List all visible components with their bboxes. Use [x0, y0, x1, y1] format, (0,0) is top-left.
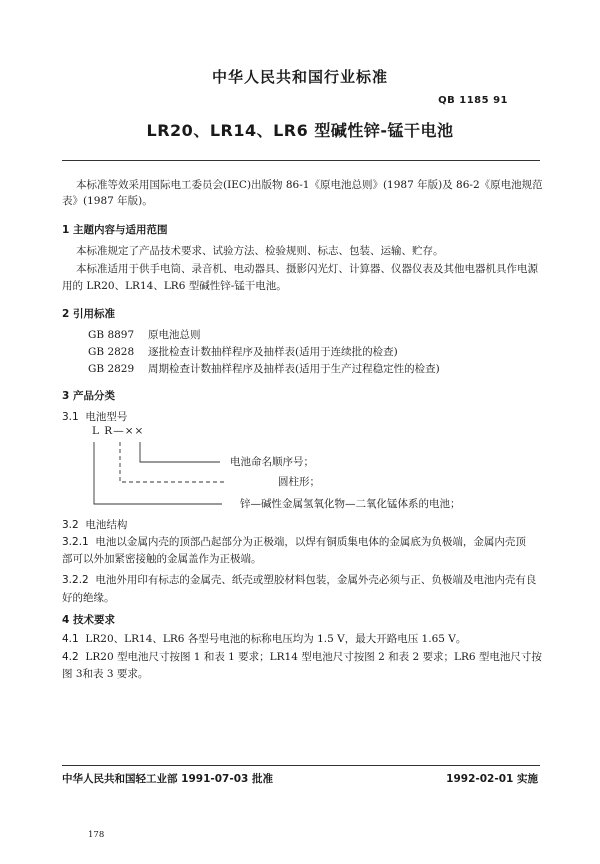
section-number: 3.2.2 [62, 574, 89, 586]
header-rule [62, 160, 540, 161]
section-1-para-1: 本标准规定了产品技术要求、试验方法、检验规则、标志、包装、运输、贮存。 [76, 245, 444, 257]
approval-line: 中华人民共和国轻工业部 1991-07-03 批准 [62, 773, 273, 785]
model-label-shape: 圆柱形； [278, 476, 320, 488]
section-3-heading: 3 产品分类 [62, 390, 115, 402]
footer-rule [62, 765, 540, 766]
model-code: L R—×× [92, 425, 145, 437]
section-1-para-2b: 用的 LR20、LR14、LR6 型碱性锌-锰干电池。 [62, 280, 287, 292]
section-3-2-2-line-1 [62, 573, 536, 587]
ref-code: GB 8897 [88, 329, 135, 341]
section-4-heading: 4 技术要求 [62, 614, 115, 626]
section-title: 电池结构 [85, 519, 128, 531]
standard-number: QB 1185 91 [438, 95, 508, 106]
document-title: LR20、LR14、LR6 型碱性锌-锰干电池 [146, 121, 454, 140]
section-3-1 [62, 410, 127, 424]
section-number: 4.1 [62, 633, 79, 645]
section-3-2 [62, 518, 127, 532]
seq-connector [140, 442, 220, 462]
model-label-system: 锌—碱性金属氢氧化物—二氧化锰体系的电池； [240, 498, 461, 510]
section-4-1 [62, 632, 466, 646]
section-number: 3.2 [62, 519, 79, 531]
section-number: 4.2 [62, 651, 79, 663]
section-4-2-line-1 [62, 650, 542, 664]
model-label-sequence: 电池命名顺序号； [230, 456, 314, 468]
ref-row [88, 328, 201, 342]
section-4-2-line-2: 图 3和表 3 要求。 [62, 668, 149, 680]
section-1-para-2a: 本标准适用于供手电筒、录音机、电动器具、摄影闪光灯、计算器、仪器仪表及其他电器机具作电源 [76, 263, 538, 275]
page-number: 178 [88, 830, 105, 840]
paragraph-text: LR20 型电池尺寸按图 1 和表 1 要求；LR14 型电池尺寸按图 2 和表 2 要求；LR6 型电池尺寸按 [85, 651, 542, 663]
section-title: 电池型号 [85, 411, 128, 423]
section-number: 3.2.1 [62, 536, 89, 548]
intro-line-2: 表》(1987 年版)。 [62, 195, 153, 207]
effective-date: 1992-02-01 实施 [446, 773, 538, 785]
ref-title: 周期检查计数抽样程序及抽样表(适用于生产过程稳定性的检查) [148, 363, 440, 375]
paragraph-text: 电池外用印有标志的金属壳、纸壳或塑胶材料包装，金属外壳必须与正、负极端及电池内壳有良 [95, 574, 537, 586]
paragraph-text: 电池以金属内壳的顶部凸起部分为正极端，以焊有铜质集电体的金属底为负极端，金属内壳顶 [95, 536, 526, 548]
paragraph-text: LR20、LR14、LR6 各型号电池的标称电压均为 1.5 V，最大开路电压 1.65 V。 [85, 633, 467, 645]
ref-row [88, 345, 398, 359]
section-3-2-2-line-2: 好的绝缘。 [62, 592, 115, 604]
org-title: 中华人民共和国行业标准 [211, 68, 388, 86]
ref-title: 原电池总则 [148, 329, 201, 341]
ref-code: GB 2828 [88, 346, 135, 358]
section-2-heading: 2 引用标准 [62, 308, 115, 320]
ref-code: GB 2829 [88, 363, 135, 375]
system-connector [94, 442, 222, 504]
ref-title: 逐批检查计数抽样程序及抽样表(适用于连续批的检查) [148, 346, 398, 358]
ref-row [88, 362, 440, 376]
intro-line-1: 本标准等效采用国际电工委员会(IEC)出版物 86-1《原电池总则》(1987 年版)及 86-2《原电池规范 [76, 179, 543, 191]
section-3-2-1-line-2: 部可以外加紧密接触的金属盖作为正极端。 [62, 553, 262, 565]
section-number: 3.1 [62, 411, 79, 423]
section-3-2-1-line-1 [62, 535, 526, 549]
section-1-heading: 1 主题内容与适用范围 [62, 224, 168, 236]
